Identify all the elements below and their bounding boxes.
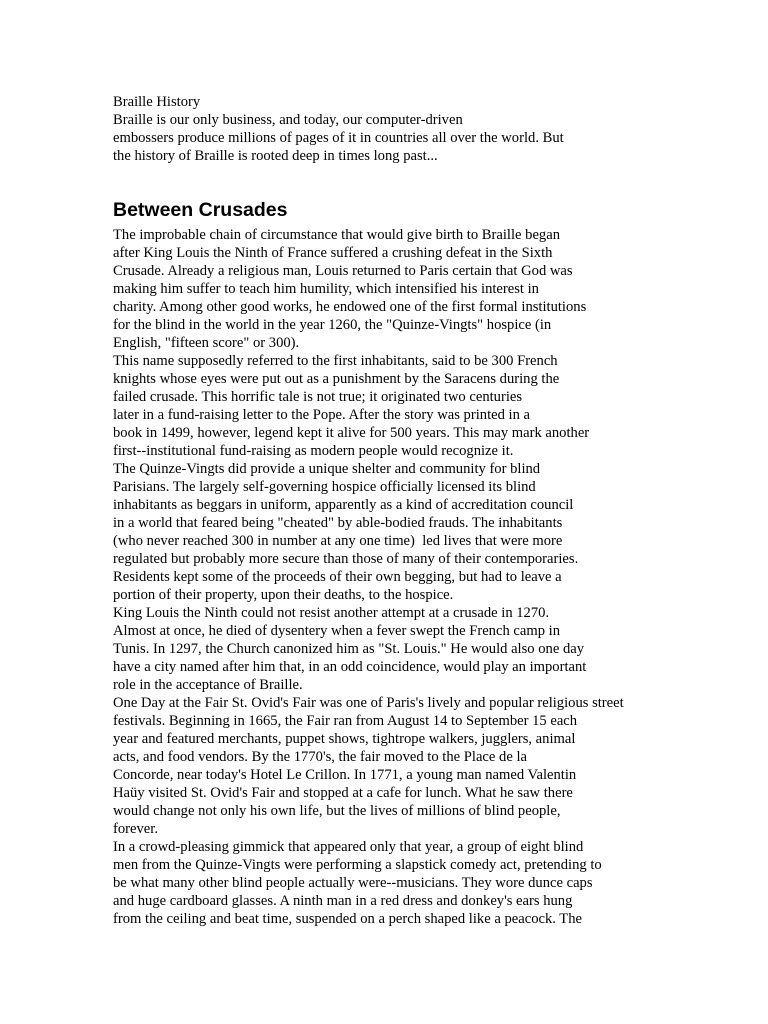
body-line: first--institutional fund-raising as modern people would recognize it. — [113, 443, 514, 459]
body-line: and huge cardboard glasses. A ninth man in a red dress and donkey's ears hung — [113, 893, 573, 909]
body-line: year and featured merchants, puppet shows, tightrope walkers, jugglers, animal — [113, 731, 576, 747]
body-line: Residents kept some of the proceeds of their own begging, but had to leave a — [113, 569, 562, 585]
body-line: acts, and food vendors. By the 1770's, the fair moved to the Place de la — [113, 749, 527, 765]
body-line: Concorde, near today's Hotel Le Crillon. In 1771, a young man named Valentin — [113, 767, 577, 783]
intro-block — [113, 93, 673, 165]
body-line: festivals. Beginning in 1665, the Fair ran from August 14 to September 15 each — [113, 713, 578, 729]
body-line: In a crowd-pleasing gimmick that appeared only that year, a group of eight blind — [113, 839, 584, 855]
body-line: One Day at the Fair St. Ovid's Fair was one of Paris's lively and popular religious street — [113, 695, 624, 711]
intro-line: the history of Braille is rooted deep in times long past... — [113, 148, 438, 164]
intro-line: Braille History — [113, 94, 201, 110]
body-line: making him suffer to teach him humility, which intensified his interest in — [113, 281, 539, 297]
body-line: book in 1499, however, legend kept it alive for 500 years. This may mark another — [113, 425, 590, 441]
body-line: The Quinze-Vingts did provide a unique shelter and community for blind — [113, 461, 541, 477]
body-line: for the blind in the world in the year 1260, the "Quinze-Vingts" hospice (in — [113, 317, 552, 333]
body-line: inhabitants as beggars in uniform, apparently as a kind of accreditation council — [113, 497, 574, 513]
body-line: (who never reached 300 in number at any one time) led lives that were more — [113, 533, 563, 549]
body-line: portion of their property, upon their deaths, to the hospice. — [113, 587, 454, 603]
body-line: men from the Quinze-Vingts were performing a slapstick comedy act, pretending to — [113, 857, 602, 873]
body-line: This name supposedly referred to the first inhabitants, said to be 300 French — [113, 353, 558, 369]
body-line: have a city named after him that, in an odd coincidence, would play an important — [113, 659, 587, 675]
body-line: Parisians. The largely self-governing hospice officially licensed its blind — [113, 479, 536, 495]
body-line: knights whose eyes were put out as a punishment by the Saracens during the — [113, 371, 560, 387]
body-line: regulated but probably more secure than those of many of their contemporaries. — [113, 551, 579, 567]
body-line: be what many other blind people actually were--musicians. They wore dunce caps — [113, 875, 593, 891]
body-line: in a world that feared being "cheated" by able-bodied frauds. The inhabitants — [113, 515, 563, 531]
body-line: Crusade. Already a religious man, Louis returned to Paris certain that God was — [113, 263, 573, 279]
document-page — [113, 93, 673, 928]
body-line: role in the acceptance of Braille. — [113, 677, 303, 693]
body-line: failed crusade. This horrific tale is not true; it originated two centuries — [113, 389, 523, 405]
body-line: would change not only his own life, but the lives of millions of blind people, — [113, 803, 561, 819]
body-line: later in a fund-raising letter to the Pope. After the story was printed in a — [113, 407, 531, 423]
body-line: charity. Among other good works, he endowed one of the first formal institutions — [113, 299, 587, 315]
body-line: Haüy visited St. Ovid's Fair and stopped at a cafe for lunch. What he saw there — [113, 785, 573, 801]
body-line: Almost at once, he died of dysentery when a fever swept the French camp in — [113, 623, 560, 639]
body-line: The improbable chain of circumstance that would give birth to Braille began — [113, 227, 560, 243]
section-heading: Between Crusades — [113, 199, 288, 221]
body-line: King Louis the Ninth could not resist another attempt at a crusade in 1270. — [113, 605, 550, 621]
body-line: from the ceiling and beat time, suspended on a perch shaped like a peacock. The — [113, 911, 582, 927]
intro-line: Braille is our only business, and today, our computer-driven — [113, 112, 463, 128]
body-line: English, "fifteen score" or 300). — [113, 335, 300, 351]
body-line: Tunis. In 1297, the Church canonized him as "St. Louis." He would also one day — [113, 641, 585, 657]
body-line: after King Louis the Ninth of France suffered a crushing defeat in the Sixth — [113, 245, 553, 261]
intro-line: embossers produce millions of pages of it in countries all over the world. But — [113, 130, 564, 146]
section-body — [113, 226, 673, 928]
body-line: forever. — [113, 821, 158, 837]
